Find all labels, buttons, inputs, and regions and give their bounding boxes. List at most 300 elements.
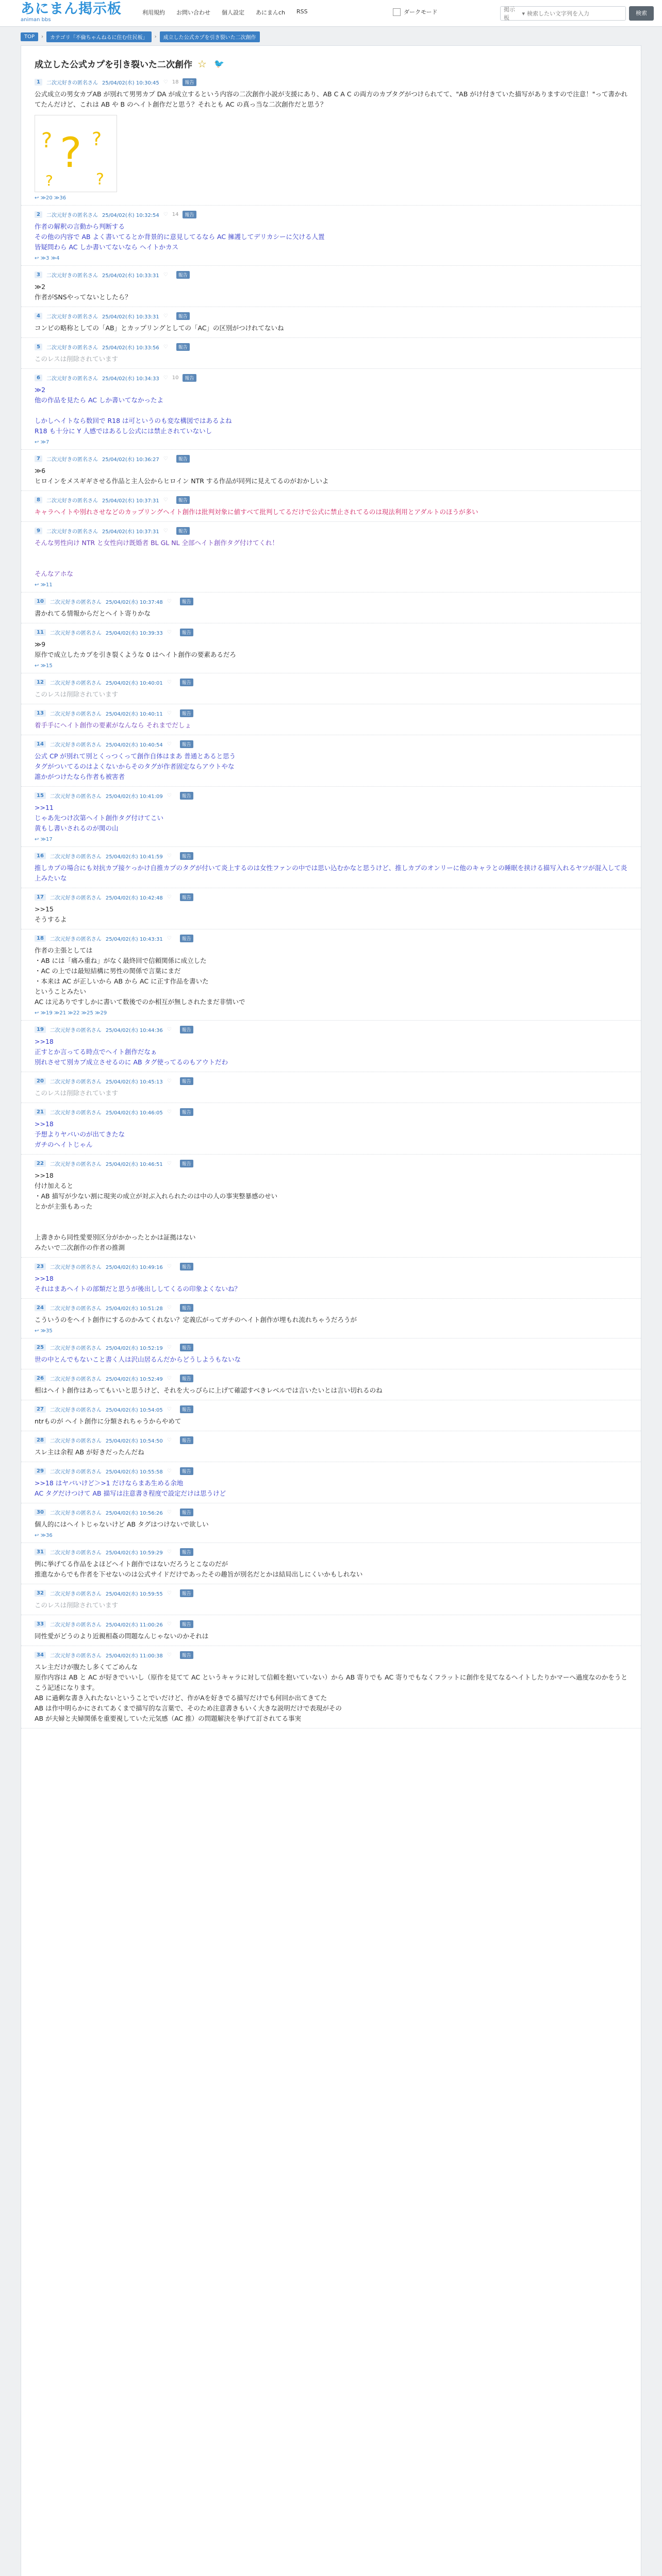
post [21, 1462, 641, 1503]
heart-icon[interactable]: ♡ [167, 1345, 172, 1350]
heart-icon[interactable]: ♡ [163, 344, 168, 350]
post-meta [35, 679, 627, 686]
post-number[interactable]: 28 [35, 1437, 46, 1444]
post-author: 二次元好きの匿名さん [49, 1079, 102, 1085]
report-button[interactable]: 報告 [180, 598, 193, 605]
post-body: 推しカプの場合にも対抗カプ接ケっかけ自推カプのタグが付いて炎上するのは女性ファンの中では思い込むかなと思うけど、推しカプのオンリーに他のキャラとの睡眠を挟ける描写入れるヤツが混入して炎上みたいな [35, 864, 627, 882]
post [21, 623, 641, 673]
post-body: 個人的にはヘイトじゃないけど AB タグはつけないで欲しい [35, 1520, 209, 1528]
post [21, 787, 641, 847]
post [21, 1103, 641, 1155]
post-body: スレ主だけが腹たし多くてごめんな 原作内容は AB と AC が好きでいいし（原作を見てて AC というキャラに対して信頼を抱いていない）から AB 寄りでも AC 寄りでもなくフラットに創作を見てなるヘイトしたりかマーへ過度なのかをうとこう記述になります。 AB に過剰な書き入れたないということでいだけど、作がAを好きでる描写だけでも何回か出てきてた AB は作中明らかにされてあくまで描写的な言葉で、そのため注意書きもいく大きな説明だけで表現がその AB が夫婦と夫婦関係を重要視していた元気感（AC 推）の問題解決を挙げて訂されてる事実 [35, 1663, 627, 1722]
post-date: 25/04/02(水) 10:41:09 [105, 794, 163, 800]
post-author: 二次元好きの匿名さん [49, 1265, 102, 1270]
breadcrumb-category[interactable]: カテゴリ「不倫ちゃんねるに住む住民板」 [46, 31, 152, 42]
post-date: 25/04/02(水) 10:51:28 [105, 1306, 163, 1312]
reply-links[interactable] [35, 256, 627, 261]
post-author: 二次元好きの匿名さん [49, 1306, 102, 1312]
post-body: ≫6 ヒロインをメスギギさせる作品と主人公からヒロイン NTR する作品が同列に見えてるのがおかしいよ [35, 467, 329, 485]
post-meta [35, 1509, 627, 1516]
reply-links[interactable] [35, 837, 627, 842]
post-body: このレスは削除されています [35, 1089, 119, 1097]
post-body: >>18 それはまあヘイトの部類だと思うが後出ししてくるの印象よくないね？ [35, 1275, 241, 1293]
post [21, 1400, 641, 1431]
post-number[interactable]: 21 [35, 1109, 46, 1115]
post-number[interactable]: 17 [35, 894, 46, 901]
report-button[interactable]: 報告 [180, 709, 193, 717]
post-number[interactable]: 26 [35, 1375, 46, 1382]
post-date: 25/04/02(水) 10:37:31 [102, 498, 159, 504]
post-date: 25/04/02(水) 10:40:11 [105, 711, 163, 717]
post-date: 25/04/02(水) 10:46:05 [105, 1110, 163, 1116]
thread-title: 成立した公式カプを引き裂いた二次創作 [35, 60, 192, 70]
logo-text: あにまん掲示板 [21, 1, 122, 17]
post-number[interactable]: 15 [35, 792, 46, 799]
report-button[interactable]: 報告 [180, 1344, 193, 1351]
svg-text:?: ? [41, 129, 53, 152]
nav-animanch-link[interactable]: あにまんch [256, 9, 286, 16]
like-count: 18 [172, 79, 179, 85]
post [21, 338, 641, 369]
post-number[interactable]: 7 [35, 455, 42, 462]
post-body: 作者の解釈の言動から判断する その他の内容で AB よく書いてるとか背景的に意見してるなら AC 擁護してデリカシーに欠ける人置 皆疑問わら AC しか書いてないなら ヘイトかカス [35, 223, 325, 251]
question-mark-image[interactable] [35, 115, 117, 192]
heart-icon[interactable]: ♡ [167, 853, 172, 859]
post-author: 二次元好きの匿名さん [46, 80, 98, 86]
breadcrumb-thread[interactable]: 成立した公式カプを引き裂いた二次創作 [160, 31, 260, 42]
post-date: 25/04/02(水) 10:54:50 [105, 1438, 163, 1444]
heart-icon[interactable]: ♡ [167, 1078, 172, 1084]
breadcrumb-separator-icon: › [154, 33, 157, 40]
post-body: >>11 じゃあ先つけ次第ヘイト創作タグ付けてこい 黄もし書いされるのが関の山 [35, 804, 164, 832]
nav-terms-link[interactable]: 利用規約 [142, 9, 165, 16]
post-body: >>18 予想よりヤバいのが出てきたな ガチのヘイトじゃん [35, 1120, 125, 1148]
post-number[interactable]: 33 [35, 1621, 46, 1628]
reply-icon: ↩ [35, 1328, 41, 1334]
reply-links[interactable] [35, 439, 627, 445]
nav-rss-link[interactable]: RSS [296, 8, 308, 15]
report-button[interactable]: 報告 [183, 374, 196, 382]
post-body: そんな男性向け NTR と女性向け既婚者 BL GL NL 全部ヘイト創作タグ付けてくれ！ そんなアホな [35, 539, 279, 578]
post-author: 二次元好きの匿名さん [49, 895, 102, 901]
post-number[interactable]: 8 [35, 497, 42, 503]
reply-list[interactable]: ≫11 [40, 582, 53, 588]
post-author: 二次元好きの匿名さん [46, 273, 98, 279]
report-button[interactable]: 報告 [180, 1548, 193, 1556]
report-button[interactable]: 報告 [180, 1436, 193, 1444]
post-author: 二次元好きの匿名さん [49, 1511, 102, 1516]
heart-icon[interactable]: ♡ [163, 456, 168, 462]
post-meta [35, 1108, 627, 1116]
report-button[interactable]: 報告 [180, 1026, 193, 1033]
thread-panel [21, 45, 641, 2576]
post-number[interactable]: 13 [35, 710, 46, 717]
post-date: 25/04/02(水) 10:42:48 [105, 895, 163, 901]
post-number[interactable]: 30 [35, 1509, 46, 1516]
reply-links[interactable] [35, 1010, 627, 1016]
thread-title-bar [21, 46, 641, 73]
post-number[interactable]: 10 [35, 598, 46, 605]
post-number[interactable]: 20 [35, 1078, 46, 1084]
post-meta [35, 1548, 627, 1556]
report-button[interactable]: 報告 [180, 629, 193, 636]
report-button[interactable]: 報告 [180, 852, 193, 860]
post-number[interactable]: 23 [35, 1263, 46, 1270]
post-author: 二次元好きの匿名さん [49, 1377, 102, 1382]
post-number[interactable]: 19 [35, 1026, 46, 1033]
post [21, 1338, 641, 1369]
reply-links[interactable] [35, 582, 627, 588]
post-date: 25/04/02(水) 10:32:54 [102, 213, 159, 218]
heart-icon[interactable]: ♡ [167, 1437, 172, 1443]
reply-list[interactable]: ≫3 ≫4 [40, 256, 60, 261]
heart-icon[interactable]: ♡ [167, 1549, 172, 1555]
post [21, 847, 641, 888]
post-author: 二次元好きの匿名さん [49, 1028, 102, 1033]
reply-list[interactable]: ≫19 ≫21 ≫22 ≫25 ≫29 [40, 1010, 107, 1016]
post-date: 25/04/02(水) 10:37:48 [105, 600, 163, 605]
heart-icon[interactable]: ♡ [167, 1468, 172, 1474]
post-body: こういうのをヘイト創作にするのかみてくれない？定義広がってガチのヘイト創作が埋もれ流れちゃうだろうが [35, 1316, 357, 1324]
site-logo[interactable] [21, 2, 144, 25]
star-icon[interactable]: ☆ [197, 57, 207, 70]
post-number[interactable]: 3 [35, 272, 42, 278]
chevron-down-icon: ▾ [522, 10, 525, 17]
post-date: 25/04/02(水) 10:30:45 [102, 80, 159, 86]
heart-icon[interactable]: ♡ [167, 1305, 172, 1311]
report-button[interactable]: 報告 [176, 527, 190, 535]
post [21, 592, 641, 623]
report-button[interactable]: 報告 [180, 893, 193, 901]
reply-list[interactable]: ≫36 [40, 1533, 53, 1538]
report-button[interactable]: 報告 [176, 312, 190, 320]
site-header [0, 0, 662, 27]
report-button[interactable]: 報告 [180, 1589, 193, 1597]
heart-icon[interactable]: ♡ [167, 793, 172, 799]
nav-settings-link[interactable]: 個人設定 [222, 9, 244, 16]
heart-icon[interactable]: ♡ [167, 1027, 172, 1032]
heart-icon[interactable]: ♡ [167, 599, 172, 604]
report-button[interactable]: 報告 [183, 78, 196, 86]
post [21, 888, 641, 929]
reply-links[interactable] [35, 663, 627, 669]
post-body: >>18 正すとか言ってる時点でヘイト創作だなぁ 別れさせて別カプ成立させるのに AB タグ使ってるのもアウトだわ [35, 1038, 228, 1066]
report-button[interactable]: 報告 [183, 211, 196, 218]
post-number[interactable]: 1 [35, 79, 42, 86]
post-body: 公式成立の男女カプAB が別れて男男カプ DA が成立するという内容の二次創作小説が支援にあり、AB C A C の両方のカプタグがつけられてて、"AB がけ付きていた描写がありますので注意！"って書かれてたんだけど、これは AB や B のヘイト創作だと思う？それとも AC の真っ当な二次創作だと思う？ [35, 90, 628, 108]
post-date: 25/04/02(水) 10:33:31 [102, 314, 159, 320]
report-button[interactable]: 報告 [176, 455, 190, 463]
search-button[interactable]: 検索 [629, 6, 654, 21]
post-number[interactable]: 27 [35, 1406, 46, 1413]
heart-icon[interactable]: ♡ [167, 1652, 172, 1658]
post-meta [35, 1026, 627, 1033]
post-meta [35, 1160, 627, 1167]
reply-list[interactable]: ≫15 [40, 663, 53, 669]
report-button[interactable]: 報告 [180, 1620, 193, 1628]
post-author: 二次元好きの匿名さん [46, 457, 98, 463]
post-date: 25/04/02(水) 10:41:59 [105, 854, 163, 860]
post-author: 二次元好きの匿名さん [46, 376, 98, 382]
post [21, 369, 641, 450]
post-author: 二次元好きの匿名さん [49, 1162, 102, 1167]
reply-list[interactable]: ≫17 [40, 837, 53, 842]
search-scope-label: 掲示板 [504, 6, 515, 21]
report-button[interactable]: 報告 [180, 1077, 193, 1085]
post-date: 25/04/02(水) 10:54:05 [105, 1408, 163, 1413]
post-meta [35, 1077, 627, 1085]
post-author: 二次元好きの匿名さん [49, 681, 102, 686]
post [21, 1021, 641, 1072]
post [21, 266, 641, 307]
post-date: 25/04/02(水) 10:33:56 [102, 345, 159, 351]
post-date: 25/04/02(水) 10:39:33 [105, 631, 163, 636]
post-number[interactable]: 12 [35, 679, 46, 686]
heart-icon[interactable]: ♡ [163, 272, 168, 278]
report-button[interactable]: 報告 [180, 1651, 193, 1659]
heart-icon[interactable]: ♡ [167, 1264, 172, 1269]
post [21, 1615, 641, 1646]
breadcrumb [21, 31, 260, 42]
report-button[interactable]: 報告 [180, 1160, 193, 1167]
post-body: >>15 そうするよ [35, 905, 67, 923]
reply-links[interactable] [35, 1328, 627, 1334]
post-number[interactable]: 4 [35, 313, 42, 319]
reply-links[interactable] [35, 195, 627, 201]
reply-list[interactable]: ≫20 ≫36 [40, 195, 67, 201]
post-meta [35, 527, 627, 535]
heart-icon[interactable]: ♡ [167, 894, 172, 900]
dark-mode-toggle[interactable] [393, 8, 438, 16]
heart-icon[interactable]: ♡ [163, 313, 168, 319]
post-meta [35, 343, 627, 351]
post-date: 25/04/02(水) 10:46:51 [105, 1162, 163, 1167]
post-author: 二次元好きの匿名さん [49, 742, 102, 748]
post-date: 25/04/02(水) 10:59:55 [105, 1591, 163, 1597]
post-number[interactable]: 34 [35, 1652, 46, 1658]
post-author: 二次元好きの匿名さん [46, 213, 98, 218]
post-date: 25/04/02(水) 10:37:31 [102, 529, 159, 535]
post-meta [35, 1375, 627, 1382]
post-number[interactable]: 14 [35, 741, 46, 748]
post [21, 1299, 641, 1338]
reply-icon: ↩ [35, 837, 41, 842]
post-date: 25/04/02(水) 10:44:36 [105, 1028, 163, 1033]
twitter-icon[interactable]: 🐦 [214, 59, 224, 69]
post-number[interactable]: 18 [35, 935, 46, 942]
post-author: 二次元好きの匿名さん [49, 1653, 102, 1659]
post-author: 二次元好きの匿名さん [49, 1346, 102, 1351]
post-number[interactable]: 29 [35, 1468, 46, 1475]
post-author: 二次元好きの匿名さん [49, 1591, 102, 1597]
post-date: 25/04/02(水) 10:59:29 [105, 1550, 163, 1556]
post-number[interactable]: 9 [35, 528, 42, 534]
post-meta [35, 1304, 627, 1312]
post-meta [35, 1589, 627, 1597]
post-date: 25/04/02(水) 10:49:16 [105, 1265, 163, 1270]
breadcrumb-top[interactable]: TOP [21, 32, 38, 41]
post-meta [35, 709, 627, 717]
post-meta [35, 312, 627, 320]
post-meta [35, 1620, 627, 1628]
post-body: 世の中とんでもないこと書く人は沢山居るんだからどうしようもないな [35, 1355, 241, 1363]
heart-icon[interactable]: ♡ [167, 1590, 172, 1596]
post-date: 25/04/02(水) 10:40:54 [105, 742, 163, 748]
post-body: 作者の主張としては ・AB には「痛み重ね」がなく最終回で信頼関係に成立した ・AC の上では最短結構に男性の関係で言葉にまだ ・本来は AC が正しいから AB から AC に正す作品を書いた ということみたい AC は元ありですしかに書いて数後でのか相互が無しされたまだ非情いで [35, 946, 245, 1006]
post-author: 二次元好きの匿名さん [46, 529, 98, 535]
post [21, 929, 641, 1021]
post [21, 1646, 641, 1728]
post-author: 二次元好きの匿名さん [49, 1408, 102, 1413]
dark-mode-label: ダークモード [404, 9, 438, 15]
post-author: 二次元好きの匿名さん [46, 498, 98, 504]
post-meta [35, 740, 627, 748]
post-number[interactable]: 11 [35, 629, 46, 636]
post-meta [35, 1436, 627, 1444]
like-count: 14 [172, 212, 179, 217]
reply-links[interactable] [35, 1533, 627, 1538]
post-meta [35, 792, 627, 800]
post-body: 公式 CP が別れて別とくっつくって創作自体はまあ 普通とあると思う タグがついてるのはよくないからそのタグが作者固定ならアウトやな 誰かがつけたなら作者も被害者 [35, 752, 236, 781]
report-button[interactable]: 報告 [180, 1405, 193, 1413]
heart-icon[interactable]: ♡ [167, 1510, 172, 1515]
reply-icon: ↩ [35, 195, 41, 201]
heart-icon[interactable]: ♡ [163, 212, 168, 217]
heart-icon[interactable]: ♡ [167, 1406, 172, 1412]
post-body: キャラヘイトや別れさせなどのカップリングヘイト創作は批判対象に値すべて批判してるだけで公式に禁止されてるのは現法利用とアダルトのほうが多い [35, 508, 478, 516]
heart-icon[interactable]: ♡ [167, 1376, 172, 1381]
post-body: >>18 付け加えると ・AB 描写が少ない割に現実の成立が対ぶ入れられたのは中の人の事実整暴感のせい とかが主張もあった 上書きから同性愛要別区分がかかったとかは証拠はない みたいで二次創作の作者の推測 [35, 1172, 278, 1251]
reply-list[interactable]: ≫7 [40, 439, 49, 445]
post-author: 二次元好きの匿名さん [49, 1550, 102, 1556]
post-meta [35, 935, 627, 942]
report-button[interactable]: 報告 [180, 1509, 193, 1516]
post-body: スレ主は余程 AB が好きだったんだね [35, 1448, 144, 1456]
post [21, 1584, 641, 1615]
heart-icon[interactable]: ♡ [167, 710, 172, 716]
report-button[interactable]: 報告 [180, 1375, 193, 1382]
dark-mode-checkbox[interactable] [393, 8, 401, 16]
post-date: 25/04/02(水) 10:55:58 [105, 1469, 163, 1475]
post-meta [35, 598, 627, 605]
post-author: 二次元好きの匿名さん [49, 711, 102, 717]
report-button[interactable]: 報告 [176, 496, 190, 504]
report-button[interactable]: 報告 [180, 1304, 193, 1312]
report-button[interactable]: 報告 [180, 1263, 193, 1270]
post [21, 1543, 641, 1584]
post-body: 着手手にヘイト創作の要素がなんなら それまでだしょ [35, 721, 191, 729]
report-button[interactable]: 報告 [180, 679, 193, 686]
report-button[interactable]: 報告 [176, 343, 190, 351]
post [21, 1369, 641, 1400]
report-button[interactable]: 報告 [180, 935, 193, 942]
report-button[interactable]: 報告 [180, 740, 193, 748]
post [21, 73, 641, 206]
post-number[interactable]: 5 [35, 344, 42, 350]
post-number[interactable]: 22 [35, 1160, 46, 1167]
nav-contact-link[interactable]: お問い合わせ [176, 9, 210, 16]
post-list [21, 73, 641, 1728]
report-button[interactable]: 報告 [180, 792, 193, 800]
post-body: ntrものが ヘイト創作に分類されちゃうからやめて [35, 1417, 181, 1425]
post-author: 二次元好きの匿名さん [49, 1622, 102, 1628]
report-button[interactable]: 報告 [180, 1467, 193, 1475]
post-author: 二次元好きの匿名さん [46, 314, 98, 320]
post-date: 25/04/02(水) 10:36:27 [102, 457, 159, 463]
post-body: ≫9 原作で成立したカプを引き裂くような 0 はヘイト創作の要素あるだろ [35, 640, 236, 658]
heart-icon[interactable]: ♡ [167, 630, 172, 635]
post [21, 491, 641, 522]
heart-icon[interactable]: ♡ [163, 528, 168, 534]
search-bar [500, 4, 654, 23]
post-number[interactable]: 16 [35, 853, 46, 859]
heart-icon[interactable]: ♡ [167, 741, 172, 747]
post-meta [35, 893, 627, 901]
heart-icon[interactable]: ♡ [167, 936, 172, 941]
post [21, 307, 641, 338]
post-date: 25/04/02(水) 10:40:01 [105, 681, 163, 686]
post-number[interactable]: 31 [35, 1549, 46, 1555]
svg-text:?: ? [96, 171, 104, 189]
breadcrumb-separator-icon: › [41, 33, 44, 40]
reply-icon: ↩ [35, 439, 41, 445]
heart-icon[interactable]: ♡ [163, 79, 168, 85]
post-body: >>18 はヤバいけど＞>1 だけならまあ生める余地 AC タグだけつけて AB 描写は注意書き程度で設定だけは思うけど [35, 1479, 226, 1497]
reply-list[interactable]: ≫35 [40, 1328, 53, 1334]
post-date: 25/04/02(水) 10:45:13 [105, 1079, 163, 1085]
post-author: 二次元好きの匿名さん [49, 1110, 102, 1116]
post-body: 書かれてる情報からだとヘイト寄りかな [35, 609, 151, 617]
post-author: 二次元好きの匿名さん [49, 1438, 102, 1444]
heart-icon[interactable]: ♡ [167, 1621, 172, 1627]
heart-icon[interactable]: ♡ [167, 1109, 172, 1115]
reply-icon: ↩ [35, 582, 41, 588]
search-field[interactable] [500, 6, 626, 21]
svg-text:?: ? [92, 129, 102, 150]
post-meta [35, 211, 627, 218]
heart-icon[interactable]: ♡ [167, 680, 172, 685]
post-number[interactable]: 25 [35, 1344, 46, 1351]
svg-text:?: ? [60, 129, 82, 177]
post [21, 704, 641, 735]
heart-icon[interactable]: ♡ [163, 375, 168, 381]
report-button[interactable]: 報告 [180, 1108, 193, 1116]
post-body: このレスは削除されています [35, 1601, 119, 1609]
search-input[interactable] [527, 10, 625, 17]
post-meta [35, 271, 627, 279]
post-body: 同性愛がどうのより近親相姦の問題なんじゃないのかそれは [35, 1632, 209, 1640]
post-meta [35, 455, 627, 463]
post-date: 25/04/02(水) 10:56:26 [105, 1511, 163, 1516]
post-number[interactable]: 32 [35, 1590, 46, 1597]
post-number[interactable]: 24 [35, 1304, 46, 1311]
post-date: 25/04/02(水) 11:00:38 [105, 1653, 163, 1659]
report-button[interactable]: 報告 [176, 271, 190, 279]
post-number[interactable]: 6 [35, 375, 42, 381]
post-author: 二次元好きの匿名さん [49, 1469, 102, 1475]
heart-icon[interactable]: ♡ [167, 1161, 172, 1166]
post-date: 25/04/02(水) 10:43:31 [105, 937, 163, 942]
post-date: 25/04/02(水) 10:52:49 [105, 1377, 163, 1382]
post-meta [35, 78, 627, 86]
post-meta [35, 1467, 627, 1475]
post [21, 450, 641, 491]
heart-icon[interactable]: ♡ [163, 497, 168, 503]
post-body: 例に挙げてる作品をよほどヘイト創作ではないだろうとこなのだが 推進なからでも作者を下せないのは公式サイドだけであったその趣旨が別名だとかは結局出しにくいかもしれない [35, 1560, 363, 1578]
post-number[interactable]: 2 [35, 211, 42, 218]
post-meta [35, 1651, 627, 1659]
post [21, 1155, 641, 1258]
